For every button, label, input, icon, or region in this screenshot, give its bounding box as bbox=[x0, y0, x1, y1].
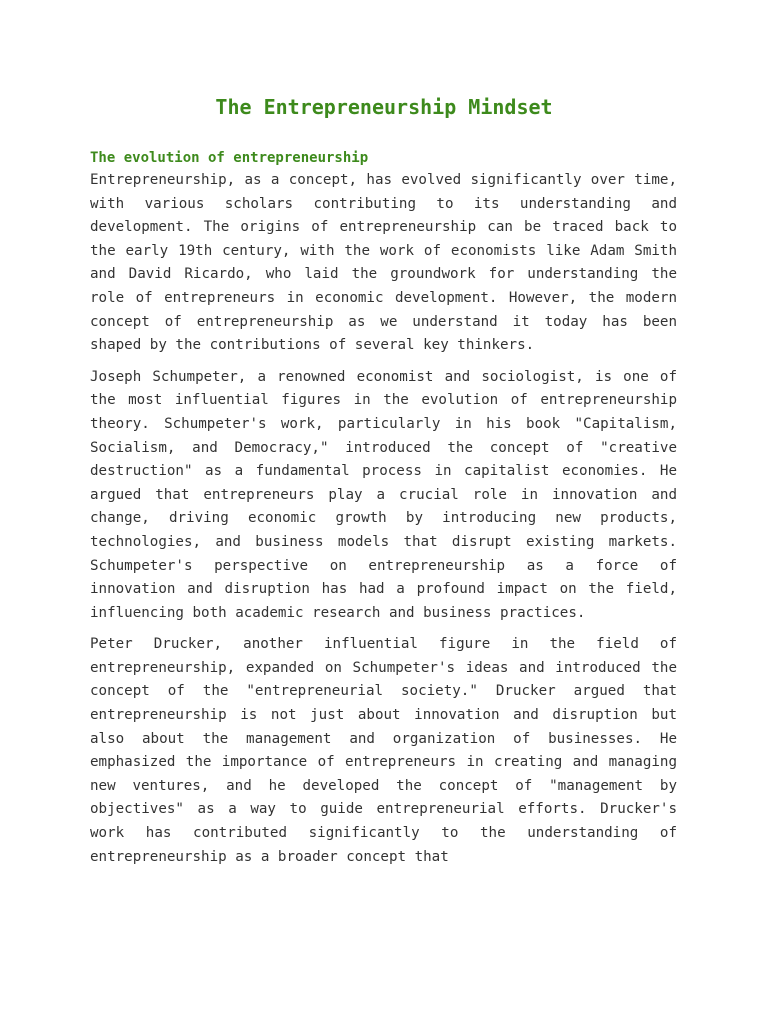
paragraph-drucker: Peter Drucker, another influential figure in the field of entrepreneurship, expanded on Schumpeter's ideas and introduced the concept of the "entrepreneurial society." Drucker argued that entrepreneurship is not just about innovation and disruption but also about the management and organization of businesses. He emphasized the importance of entrepreneurs in creating and managing new ventures, and he developed the concept of "management by objectives" as a way to guide entrepreneurial efforts. Drucker's work has contributed significantly to the understanding of entrepreneurship as a broader concept that bbox=[90, 636, 677, 865]
document-body bbox=[90, 147, 677, 877]
document-title: The Entrepreneurship Mindset bbox=[215, 95, 553, 119]
section-heading: The evolution of entrepreneurship bbox=[90, 150, 369, 166]
paragraph-origins: Entrepreneurship, as a concept, has evolved significantly over time, with various scholars contributing to its understanding and development. The origins of entrepreneurship can be traced back to the early 19th century, with the work of economists like Adam Smith and David Ricardo, who laid the groundwork for understanding the role of entrepreneurs in economic development. However, the modern concept of entrepreneurship as we understand it today has been shaped by the contributions of several key thinkers. bbox=[90, 172, 677, 354]
paragraph-schumpeter: Joseph Schumpeter, a renowned economist and sociologist, is one of the most influential figures in the evolution of entrepreneurship theory. Schumpeter's work, particularly in his book "Capitalism, Socialism, and Democracy," introduced the concept of "creative destruction" as a fundamental process in capitalist economies. He argued that entrepreneurs play a crucial role in innovation and change, driving economic growth by introducing new products, technologies, and business models that disrupt existing markets. Schumpeter's perspective on entrepreneurship as a force of innovation and disruption has had a profound impact on the field, influencing both academic research and business practices. bbox=[90, 368, 677, 621]
